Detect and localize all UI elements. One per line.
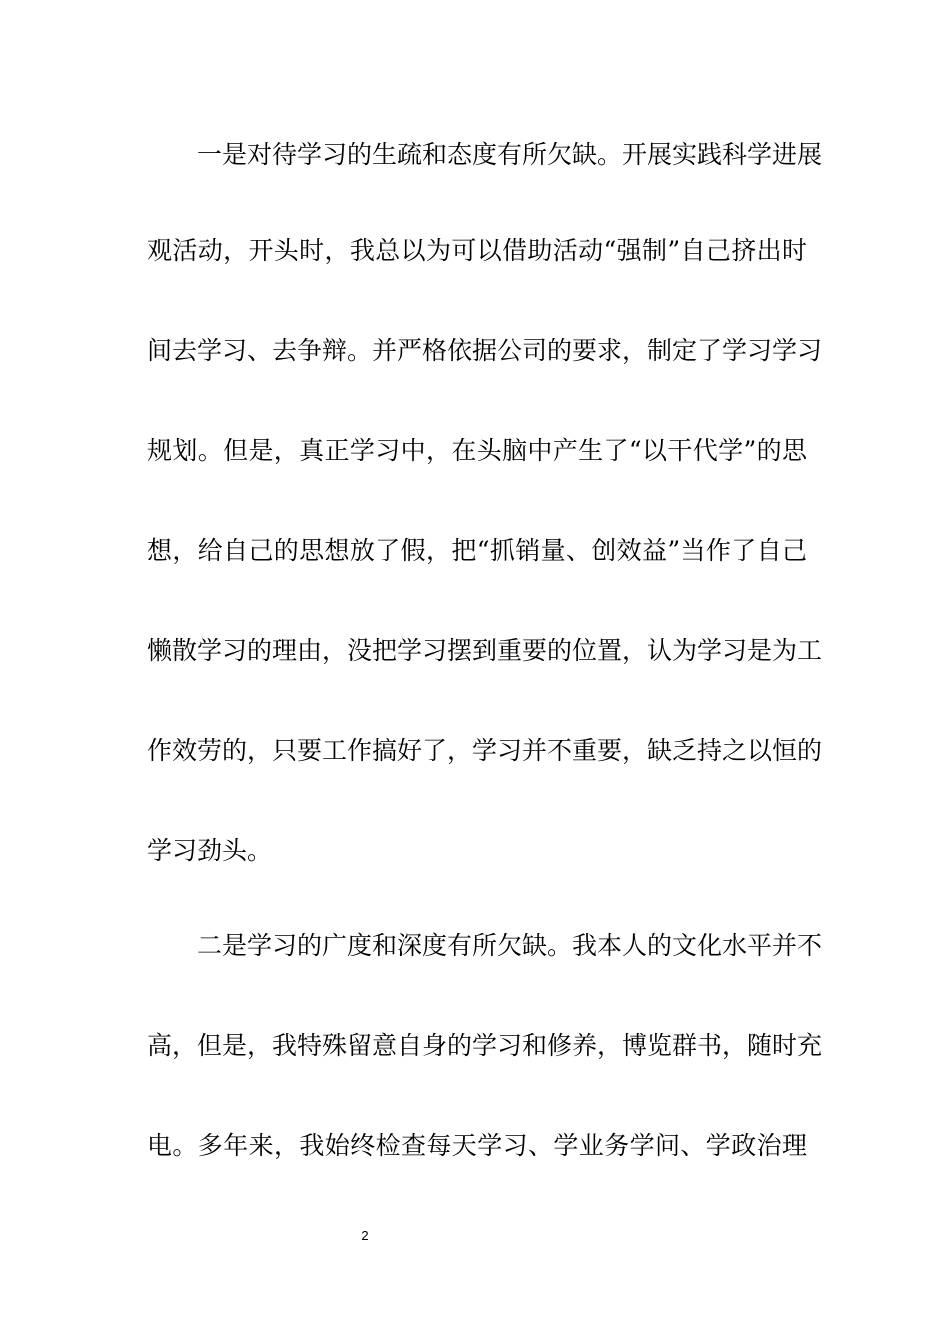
paragraph-1-line-2: 观活动，开头时，我总以为可以借助活动“强制”自己挤出时 <box>147 236 807 265</box>
paragraph-1-line-4: 规划。但是，真正学习中，在头脑中产生了“以干代学”的思 <box>147 436 807 465</box>
paragraph-1-line-8: 学习劲头。 <box>147 836 273 865</box>
page-number: 2 <box>361 1228 369 1243</box>
paragraph-2-line-2: 高，但是，我特殊留意自身的学习和修养，博览群书，随时充 <box>147 1031 823 1060</box>
paragraph-1-line-7: 作效劳的，只要工作搞好了，学习并不重要，缺乏持之以恒的 <box>147 736 823 765</box>
paragraph-1-line-5: 想，给自己的思想放了假，把“抓销量、创效益”当作了自己 <box>147 536 807 565</box>
paragraph-1-line-1: 一是对待学习的生疏和态度有所欠缺。开展实践科学进展 <box>197 140 823 169</box>
paragraph-2-line-3: 电。多年来，我始终检查每天学习、学业务学问、学政治理 <box>147 1131 807 1160</box>
paragraph-1-line-6: 懒散学习的理由，没把学习摆到重要的位置，认为学习是为工 <box>147 636 823 665</box>
paragraph-1-line-3: 间去学习、去争辩。并严格依据公司的要求，制定了学习学习 <box>147 336 823 365</box>
paragraph-2-line-1: 二是学习的广度和深度有所欠缺。我本人的文化水平并不 <box>197 931 823 960</box>
